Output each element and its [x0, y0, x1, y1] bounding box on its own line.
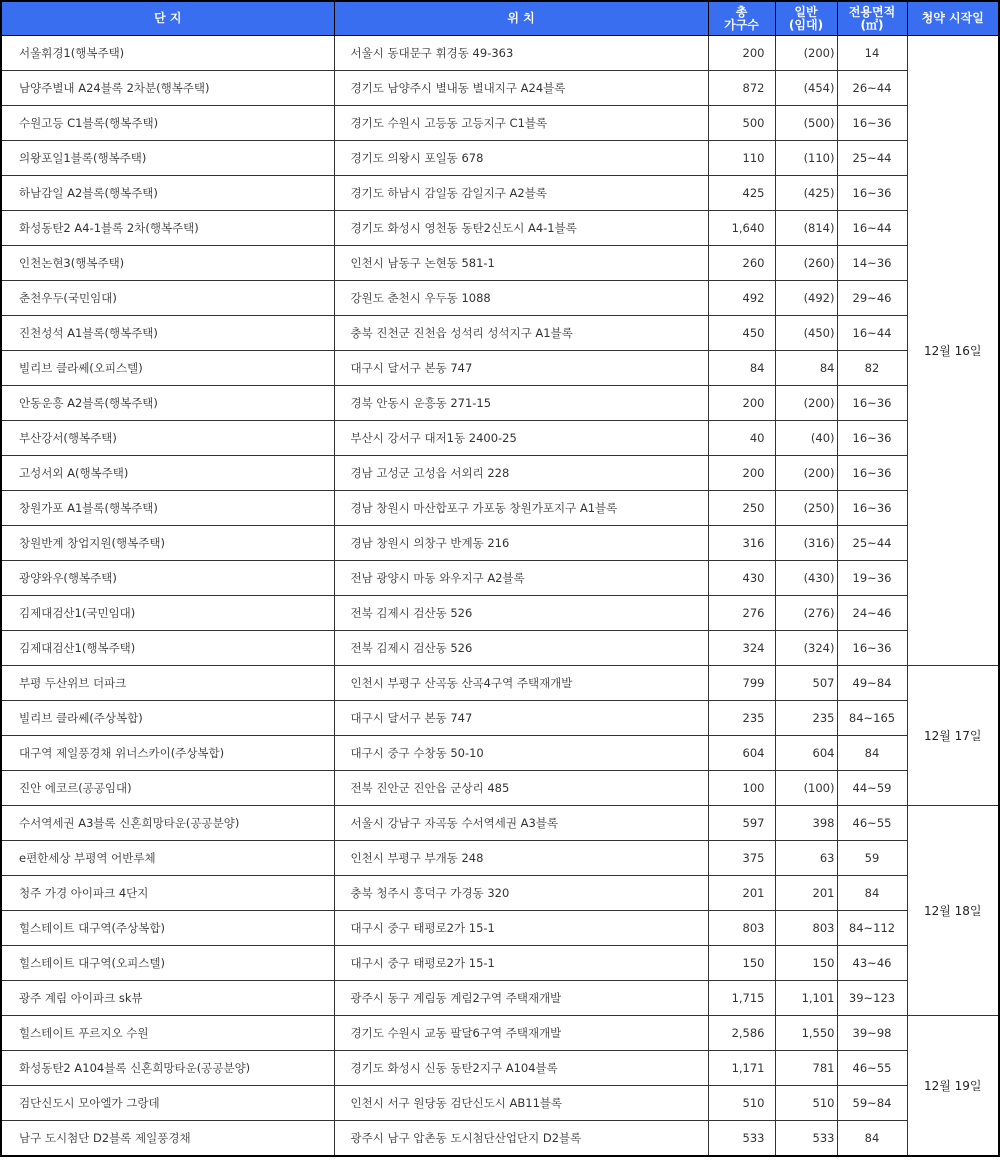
table-row	[1, 36, 999, 71]
complex-name-cell: 화성동탄2 A4-1블록 2차(행복주택)	[1, 211, 334, 246]
location-cell: 경기도 의왕시 포일동 678	[334, 141, 708, 176]
location-cell: 전북 김제시 검산동 526	[334, 631, 708, 666]
total-households-cell: 430	[708, 561, 775, 596]
total-households-cell: 84	[708, 351, 775, 386]
location-cell: 인천시 부평구 산곡동 산곡4구역 주택재개발	[334, 666, 708, 701]
total-households-cell: 316	[708, 526, 775, 561]
general-rental-cell: (814)	[775, 211, 837, 246]
table-row	[1, 946, 999, 981]
complex-name-cell: 안동운흥 A2블록(행복주택)	[1, 386, 334, 421]
exclusive-area-cell: 16~36	[837, 106, 907, 141]
location-cell: 충북 청주시 흥덕구 가경동 320	[334, 876, 708, 911]
general-rental-cell: 235	[775, 701, 837, 736]
complex-name-cell: 화성동탄2 A104블록 신혼희망타운(공공분양)	[1, 1051, 334, 1086]
general-rental-cell: 781	[775, 1051, 837, 1086]
table-row	[1, 106, 999, 141]
complex-name-cell: 빌리브 클라쎄(주상복합)	[1, 701, 334, 736]
total-households-cell: 375	[708, 841, 775, 876]
location-cell: 대구시 달서구 본동 747	[334, 351, 708, 386]
complex-name-cell: 수원고등 C1블록(행복주택)	[1, 106, 334, 141]
location-cell: 대구시 중구 수창동 50-10	[334, 736, 708, 771]
complex-name-cell: 창원반계 창업지원(행복주택)	[1, 526, 334, 561]
exclusive-area-cell: 16~44	[837, 316, 907, 351]
header-general-line1: 일반	[794, 4, 818, 19]
exclusive-area-cell: 43~46	[837, 946, 907, 981]
exclusive-area-cell: 84	[837, 1121, 907, 1157]
general-rental-cell: 150	[775, 946, 837, 981]
general-rental-cell: 803	[775, 911, 837, 946]
total-households-cell: 2,586	[708, 1016, 775, 1051]
location-cell: 강원도 춘천시 우두동 1088	[334, 281, 708, 316]
general-rental-cell: 533	[775, 1121, 837, 1157]
header-location: 위 치	[334, 1, 708, 36]
complex-name-cell: 남구 도시첨단 D2블록 제일풍경채	[1, 1121, 334, 1157]
header-start-date: 청약 시작일	[907, 1, 999, 36]
table-row	[1, 1016, 999, 1051]
start-date-cell: 12월 16일	[907, 36, 999, 666]
exclusive-area-cell: 29~46	[837, 281, 907, 316]
location-cell: 광주시 남구 압촌동 도시첨단산업단지 D2블록	[334, 1121, 708, 1157]
table-row	[1, 596, 999, 631]
total-households-cell: 324	[708, 631, 775, 666]
total-households-cell: 235	[708, 701, 775, 736]
table-row	[1, 351, 999, 386]
total-households-cell: 500	[708, 106, 775, 141]
complex-name-cell: 부평 두산위브 더파크	[1, 666, 334, 701]
location-cell: 대구시 달서구 본동 747	[334, 701, 708, 736]
total-households-cell: 604	[708, 736, 775, 771]
exclusive-area-cell: 59	[837, 841, 907, 876]
exclusive-area-cell: 16~36	[837, 456, 907, 491]
total-households-cell: 533	[708, 1121, 775, 1157]
general-rental-cell: (500)	[775, 106, 837, 141]
table-row	[1, 911, 999, 946]
start-date-cell: 12월 19일	[907, 1016, 999, 1157]
general-rental-cell: 398	[775, 806, 837, 841]
complex-name-cell: 의왕포일1블록(행복주택)	[1, 141, 334, 176]
total-households-cell: 803	[708, 911, 775, 946]
exclusive-area-cell: 49~84	[837, 666, 907, 701]
total-households-cell: 1,715	[708, 981, 775, 1016]
complex-name-cell: 춘천우두(국민임대)	[1, 281, 334, 316]
total-households-cell: 40	[708, 421, 775, 456]
table-row	[1, 526, 999, 561]
exclusive-area-cell: 19~36	[837, 561, 907, 596]
general-rental-cell: (250)	[775, 491, 837, 526]
table-row	[1, 141, 999, 176]
total-households-cell: 200	[708, 36, 775, 71]
header-general-rental	[775, 1, 837, 36]
location-cell: 경남 고성군 고성읍 서외리 228	[334, 456, 708, 491]
table-row	[1, 176, 999, 211]
start-date-cell: 12월 18일	[907, 806, 999, 1016]
general-rental-cell: (316)	[775, 526, 837, 561]
complex-name-cell: 남양주별내 A24블록 2차분(행복주택)	[1, 71, 334, 106]
complex-name-cell: 김제대검산1(국민임대)	[1, 596, 334, 631]
exclusive-area-cell: 82	[837, 351, 907, 386]
general-rental-cell: (110)	[775, 141, 837, 176]
complex-name-cell: 대구역 제일풍경채 위너스카이(주상복합)	[1, 736, 334, 771]
header-total-households	[708, 1, 775, 36]
exclusive-area-cell: 84~112	[837, 911, 907, 946]
location-cell: 경남 창원시 의창구 반계동 216	[334, 526, 708, 561]
header-complex-name: 단 지	[1, 1, 334, 36]
exclusive-area-cell: 84	[837, 876, 907, 911]
complex-name-cell: 광주 계림 아이파크 sk뷰	[1, 981, 334, 1016]
total-households-cell: 872	[708, 71, 775, 106]
exclusive-area-cell: 16~36	[837, 176, 907, 211]
location-cell: 경남 창원시 마산합포구 가포동 창원가포지구 A1블록	[334, 491, 708, 526]
table-row	[1, 421, 999, 456]
location-cell: 서울시 강남구 자곡동 수서역세권 A3블록	[334, 806, 708, 841]
table-row	[1, 1086, 999, 1121]
general-rental-cell: (100)	[775, 771, 837, 806]
location-cell: 부산시 강서구 대저1동 2400-25	[334, 421, 708, 456]
table-row	[1, 561, 999, 596]
total-households-cell: 492	[708, 281, 775, 316]
complex-name-cell: 청주 가경 아이파크 4단지	[1, 876, 334, 911]
exclusive-area-cell: 46~55	[837, 806, 907, 841]
exclusive-area-cell: 46~55	[837, 1051, 907, 1086]
exclusive-area-cell: 14	[837, 36, 907, 71]
complex-name-cell: 진안 에코르(공공임대)	[1, 771, 334, 806]
complex-name-cell: 검단신도시 모아엘가 그랑데	[1, 1086, 334, 1121]
general-rental-cell: 604	[775, 736, 837, 771]
location-cell: 전북 김제시 검산동 526	[334, 596, 708, 631]
general-rental-cell: (260)	[775, 246, 837, 281]
table-row	[1, 71, 999, 106]
exclusive-area-cell: 39~98	[837, 1016, 907, 1051]
exclusive-area-cell: 39~123	[837, 981, 907, 1016]
table-row	[1, 736, 999, 771]
general-rental-cell: (324)	[775, 631, 837, 666]
table-row	[1, 456, 999, 491]
exclusive-area-cell: 25~44	[837, 141, 907, 176]
total-households-cell: 597	[708, 806, 775, 841]
complex-name-cell: 힐스테이트 푸르지오 수원	[1, 1016, 334, 1051]
exclusive-area-cell: 84	[837, 736, 907, 771]
complex-name-cell: 부산강서(행복주택)	[1, 421, 334, 456]
complex-name-cell: 하남감일 A2블록(행복주택)	[1, 176, 334, 211]
table-row	[1, 841, 999, 876]
table-row	[1, 316, 999, 351]
table-row	[1, 876, 999, 911]
complex-name-cell: 고성서외 A(행복주택)	[1, 456, 334, 491]
complex-name-cell: 힐스테이트 대구역(오피스텔)	[1, 946, 334, 981]
table-row	[1, 386, 999, 421]
total-households-cell: 200	[708, 456, 775, 491]
header-general-line2: (임대)	[788, 17, 824, 32]
exclusive-area-cell: 16~44	[837, 211, 907, 246]
general-rental-cell: (492)	[775, 281, 837, 316]
location-cell: 인천시 남동구 논현동 581-1	[334, 246, 708, 281]
general-rental-cell: 1,550	[775, 1016, 837, 1051]
location-cell: 전북 진안군 진안읍 군상리 485	[334, 771, 708, 806]
general-rental-cell: (425)	[775, 176, 837, 211]
total-households-cell: 276	[708, 596, 775, 631]
location-cell: 경기도 수원시 고등동 고등지구 C1블록	[334, 106, 708, 141]
complex-name-cell: 창원가포 A1블록(행복주택)	[1, 491, 334, 526]
exclusive-area-cell: 24~46	[837, 596, 907, 631]
general-rental-cell: (40)	[775, 421, 837, 456]
table-row	[1, 631, 999, 666]
table-row	[1, 806, 999, 841]
general-rental-cell: (200)	[775, 36, 837, 71]
location-cell: 대구시 중구 태평로2가 15-1	[334, 911, 708, 946]
complex-name-cell: e편한세상 부평역 어반루체	[1, 841, 334, 876]
exclusive-area-cell: 16~36	[837, 386, 907, 421]
total-households-cell: 450	[708, 316, 775, 351]
location-cell: 서울시 동대문구 휘경동 49-363	[334, 36, 708, 71]
location-cell: 인천시 서구 원당동 검단신도시 AB11블록	[334, 1086, 708, 1121]
total-households-cell: 425	[708, 176, 775, 211]
total-households-cell: 1,171	[708, 1051, 775, 1086]
general-rental-cell: 63	[775, 841, 837, 876]
location-cell: 경북 안동시 운흥동 271-15	[334, 386, 708, 421]
total-households-cell: 1,640	[708, 211, 775, 246]
general-rental-cell: (450)	[775, 316, 837, 351]
start-date-cell: 12월 17일	[907, 666, 999, 806]
location-cell: 전남 광양시 마동 와우지구 A2블록	[334, 561, 708, 596]
location-cell: 충북 진천군 진천읍 성석리 성석지구 A1블록	[334, 316, 708, 351]
general-rental-cell: 1,101	[775, 981, 837, 1016]
total-households-cell: 260	[708, 246, 775, 281]
complex-name-cell: 힐스테이트 대구역(주상복합)	[1, 911, 334, 946]
table-row	[1, 666, 999, 701]
general-rental-cell: (276)	[775, 596, 837, 631]
header-area-line2: (㎡)	[860, 17, 884, 32]
exclusive-area-cell: 84~165	[837, 701, 907, 736]
total-households-cell: 799	[708, 666, 775, 701]
complex-name-cell: 수서역세권 A3블록 신혼희망타운(공공분양)	[1, 806, 334, 841]
general-rental-cell: (200)	[775, 456, 837, 491]
total-households-cell: 150	[708, 946, 775, 981]
general-rental-cell: (200)	[775, 386, 837, 421]
total-households-cell: 250	[708, 491, 775, 526]
exclusive-area-cell: 16~36	[837, 491, 907, 526]
header-exclusive-area	[837, 1, 907, 36]
location-cell: 인천시 부평구 부개동 248	[334, 841, 708, 876]
complex-name-cell: 인천논현3(행복주택)	[1, 246, 334, 281]
table-row	[1, 491, 999, 526]
table-body	[1, 36, 999, 1157]
table-row	[1, 281, 999, 316]
location-cell: 경기도 수원시 교동 팔달6구역 주택재개발	[334, 1016, 708, 1051]
table-row	[1, 701, 999, 736]
total-households-cell: 200	[708, 386, 775, 421]
general-rental-cell: 201	[775, 876, 837, 911]
header-total-line1: 총	[735, 4, 748, 19]
table-row	[1, 1121, 999, 1157]
location-cell: 경기도 남양주시 별내동 별내지구 A24블록	[334, 71, 708, 106]
exclusive-area-cell: 14~36	[837, 246, 907, 281]
exclusive-area-cell: 44~59	[837, 771, 907, 806]
location-cell: 대구시 중구 태평로2가 15-1	[334, 946, 708, 981]
complex-name-cell: 빌리브 클라쎄(오피스텔)	[1, 351, 334, 386]
complex-name-cell: 김제대검산1(행복주택)	[1, 631, 334, 666]
general-rental-cell: (454)	[775, 71, 837, 106]
total-households-cell: 510	[708, 1086, 775, 1121]
general-rental-cell: 507	[775, 666, 837, 701]
total-households-cell: 100	[708, 771, 775, 806]
exclusive-area-cell: 16~36	[837, 421, 907, 456]
table-row	[1, 211, 999, 246]
location-cell: 광주시 동구 계림동 계림2구역 주택재개발	[334, 981, 708, 1016]
general-rental-cell: 510	[775, 1086, 837, 1121]
complex-name-cell: 광양와우(행복주택)	[1, 561, 334, 596]
header-total-line2: 가구수	[724, 17, 759, 32]
table-row	[1, 981, 999, 1016]
header-area-line1: 전용면적	[848, 4, 896, 19]
location-cell: 경기도 화성시 신동 동탄2지구 A104블록	[334, 1051, 708, 1086]
table-row	[1, 246, 999, 281]
location-cell: 경기도 하남시 감일동 감일지구 A2블록	[334, 176, 708, 211]
exclusive-area-cell: 25~44	[837, 526, 907, 561]
location-cell: 경기도 화성시 영천동 동탄2신도시 A4-1블록	[334, 211, 708, 246]
table-header-row	[1, 1, 999, 36]
exclusive-area-cell: 26~44	[837, 71, 907, 106]
table-row	[1, 771, 999, 806]
table-row	[1, 1051, 999, 1086]
exclusive-area-cell: 59~84	[837, 1086, 907, 1121]
general-rental-cell: 84	[775, 351, 837, 386]
complex-name-cell: 진천성석 A1블록(행복주택)	[1, 316, 334, 351]
exclusive-area-cell: 16~36	[837, 631, 907, 666]
total-households-cell: 110	[708, 141, 775, 176]
general-rental-cell: (430)	[775, 561, 837, 596]
complex-name-cell: 서울휘경1(행복주택)	[1, 36, 334, 71]
total-households-cell: 201	[708, 876, 775, 911]
